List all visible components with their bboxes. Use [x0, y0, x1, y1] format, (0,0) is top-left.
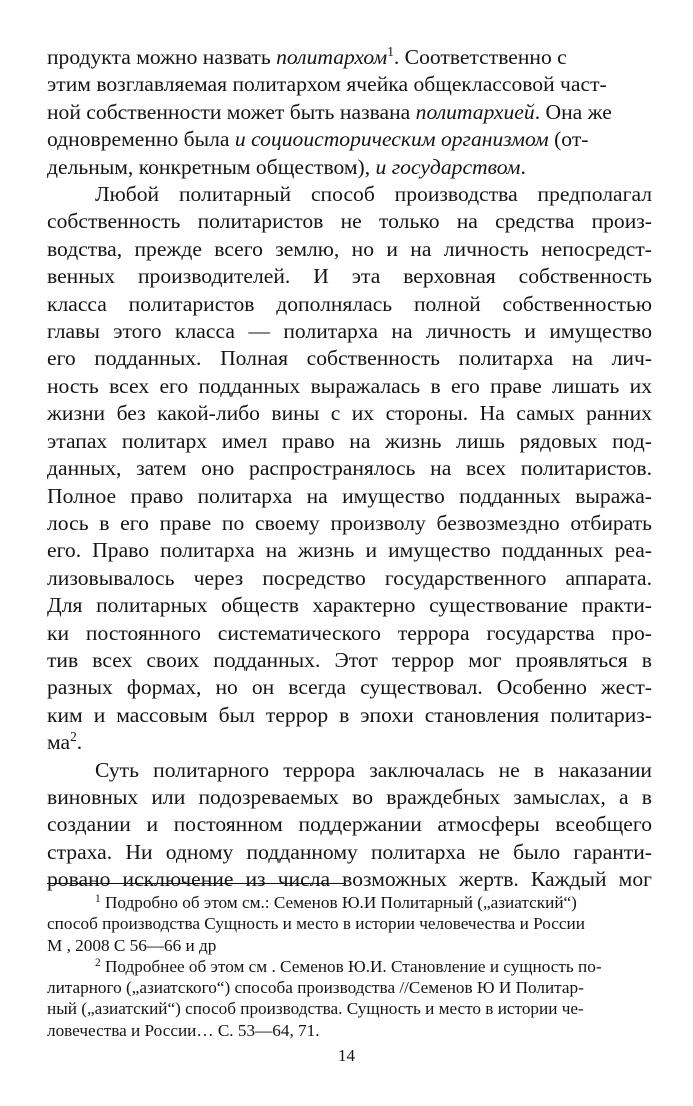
footnote-marker: 1: [387, 43, 394, 59]
paragraph-3: Суть политарного террора заключалась не в наказании виновных или подозреваемых во враждебных замыслах, а в создании и постоянном поддержании атмосферы всеобщего страха. Ни одному подданному политарха не было гаранти- ровано исключение из числа возможных жертв. Каждый мог: [47, 757, 652, 892]
italic-term: и государством: [375, 154, 521, 179]
footnote-marker: 1: [95, 892, 101, 905]
main-text: [47, 44, 652, 894]
paragraph-2: Любой политарный способ производства предполагал собственность политаристов не только на средства произ- водства, прежде всего землю, но и на личность непосредст- венных производителей. И эта верховная собственность класса политаристов дополнялась полной собственностью главы этого класса — политарха на личность и имущество его подданных. Полная собственность политарха на лич- ность всех его подданных выражалась в его праве лишать их жизни без какой-либо вины с их стороны. На самых ранних этапах политарх имел право на жизнь лишь рядовых под- данных, затем оно распространялось на всех политаристов. Полное право политарха на имущество подданных выража- лось в его праве по своему произволу безвозмездно отбирать его. Право политарха на жизнь и имущество подданных реа- лизовывалось через посредство государственного аппарата. Для политарных обществ характерно существование практи- ки постоянного систематического террора государства про- тив всех своих подданных. Этот террор мог проявляться в разных формах, но он всегда существовал. Особенно жест- ким и массовым был террор в эпохи становления политариз- $ма^2$.: [47, 182, 652, 755]
italic-term: и социоисторическим организмом: [234, 127, 549, 152]
footnote-separator: [47, 883, 346, 884]
footnote-2: $^2$ Подробнее об этом см . Семенов Ю.И. Становление и сущность по- литарного („азиатского“) способа производства //Семенов Ю И Политар- ный („азиатский“) способ производства. Сущность и место в истории че- ловечества и России… С. 53—64, 71.: [47, 956, 602, 1040]
italic-term: политархом: [276, 45, 388, 69]
footnote-marker: 2: [70, 729, 77, 745]
footnote-1: $^1$ Подробно об этом см.: Семенов Ю.И Политарный („азиатский“) способ производства Сущность и место в истории человечества и России М , 2008 С 56—66 и др: [47, 892, 585, 955]
footnote-marker: 2: [95, 956, 101, 969]
paragraph-1: продукта можно назвать политархом$^1$. Соответственно с этим возглавляемая политархом ячейка общеклассовой част- ной собственности может быть названа политархией. Она же одновременно была и социоисторическим организмом (от- дельным, конкретным обществом), и государством.: [47, 43, 612, 179]
italic-term: политархией: [415, 99, 535, 124]
page-number: 14: [338, 1046, 355, 1065]
footnotes: [47, 892, 652, 1041]
